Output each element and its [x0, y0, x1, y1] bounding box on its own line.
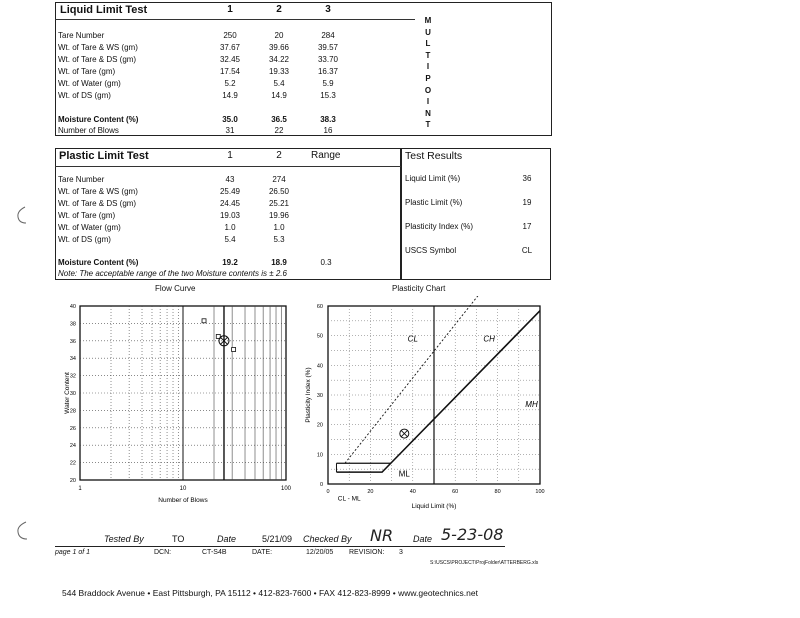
- multipoint-letter: T: [425, 50, 431, 60]
- liquid-limit-header-rule: [55, 19, 415, 20]
- pl-moisture-label: Moisture Content (%): [58, 258, 139, 267]
- ll-cell: 5.2: [224, 79, 236, 88]
- ll-row-label: Tare Number: [58, 31, 105, 40]
- test-results-title: Test Results: [405, 150, 463, 162]
- pl-row-label: Wt. of Tare & WS (gm): [58, 187, 138, 196]
- ll-col-1: 1: [227, 4, 233, 15]
- footer-address: 544 Braddock Avenue • East Pittsburgh, PA 15112 • 412-823-7600 • FAX 412-823-8999 • www.geotechnics.net: [62, 588, 478, 598]
- footer-dcn-label: DCN:: [154, 549, 172, 556]
- date-label: Date: [217, 534, 237, 544]
- pl-cell: 26.50: [268, 187, 290, 196]
- y-tick-label: 22: [69, 460, 76, 467]
- ll-row-label: Wt. of Tare (gm): [58, 67, 116, 76]
- x-tick-label: 1: [78, 486, 82, 492]
- pl-cell: 19.96: [268, 211, 290, 220]
- zone-label: CH: [483, 334, 495, 344]
- pl-note: Note: The acceptable range of the two Moisture contents is ± 2.6: [58, 269, 287, 278]
- pl-cell: 5.3: [273, 235, 285, 244]
- footer-rev: 3: [399, 549, 403, 556]
- multipoint-letter: I: [426, 97, 430, 107]
- data-point: [232, 348, 236, 352]
- plastic-limit-title: Plastic Limit Test: [59, 150, 149, 162]
- checked-by-signature: NR: [370, 526, 394, 545]
- result-label: Plastic Limit (%): [405, 198, 463, 207]
- ll-cell: 14.9: [222, 91, 238, 100]
- ll-cell: 32.45: [219, 55, 241, 64]
- footer-page: page 1 of 1: [55, 549, 91, 556]
- flow-curve-title: Flow Curve: [155, 284, 196, 293]
- multipoint-letter: L: [425, 39, 431, 49]
- y-tick-label: 20: [316, 422, 323, 429]
- tested-by-value: TO: [172, 534, 185, 544]
- y-axis-label: Plasticity Index (%): [305, 367, 312, 423]
- date-value: 5/21/09: [262, 534, 293, 544]
- ll-cell: 16.37: [317, 67, 339, 76]
- y-tick-label: 28: [69, 408, 76, 415]
- result-value: 19: [522, 198, 532, 207]
- x-tick-label: 10: [179, 486, 187, 492]
- flow-curve-chart: [60, 296, 300, 508]
- test-results-section: [401, 148, 551, 280]
- y-tick-label: 20: [69, 478, 76, 484]
- pl-moisture-2: 18.9: [271, 258, 287, 267]
- ll-row-label: Wt. of Tare & WS (gm): [58, 43, 138, 52]
- ll-cell: 14.9: [271, 91, 287, 100]
- date2-label: Date: [413, 534, 433, 544]
- pl-row-label: Wt. of Tare (gm): [58, 211, 116, 220]
- pl-cell: 19.03: [219, 211, 241, 220]
- ll-cell: 34.22: [268, 55, 290, 64]
- multipoint-letter: I: [426, 62, 430, 72]
- ll-blows-2: 22: [274, 126, 284, 135]
- result-value: 17: [522, 222, 532, 231]
- footer-dcn: CT-S4B: [202, 549, 227, 556]
- result-value: CL: [521, 246, 533, 255]
- x-tick-label: 60: [452, 489, 459, 495]
- y-tick-label: 38: [69, 321, 76, 328]
- x-axis-label: Liquid Limit (%): [411, 503, 457, 510]
- x-tick-label: 0: [326, 489, 330, 495]
- pl-cell: 25.49: [219, 187, 241, 196]
- ll-cell: 20: [274, 31, 284, 40]
- multipoint-letter: T: [425, 120, 431, 130]
- ll-cell: 15.3: [320, 91, 336, 100]
- checked-by-label: Checked By: [303, 534, 352, 544]
- ll-row-label: Wt. of Tare & DS (gm): [58, 55, 137, 64]
- y-tick-label: 40: [316, 363, 323, 370]
- x-tick-label: 40: [409, 489, 416, 495]
- y-axis-label: Water Content: [64, 372, 71, 414]
- multipoint-letter: M: [424, 16, 432, 25]
- ll-col-2: 2: [276, 4, 282, 15]
- ll-moisture-label: Moisture Content (%): [58, 115, 139, 124]
- zone-label: MH: [525, 399, 538, 409]
- pl-row-label: Wt. of Water (gm): [58, 223, 121, 232]
- pl-cell: 5.4: [224, 235, 236, 244]
- pl-col-1: 1: [227, 150, 233, 161]
- y-tick-label: 60: [316, 304, 323, 310]
- y-tick-label: 26: [69, 425, 76, 432]
- x-tick-label: 80: [494, 489, 501, 495]
- pl-row-label: Wt. of DS (gm): [58, 235, 111, 244]
- pl-cell: 1.0: [273, 223, 285, 232]
- ll-cell: 17.54: [219, 67, 241, 76]
- x-tick-label: 20: [367, 489, 374, 495]
- result-label: Liquid Limit (%): [405, 174, 461, 183]
- ll-cell: 284: [321, 31, 335, 40]
- signoff-rule: [55, 546, 505, 547]
- pl-cell: 24.45: [219, 199, 241, 208]
- footer-file-path: S:\USCS\PROJECT\ProjFolder\ATTERBERG.xls: [430, 560, 539, 566]
- ll-cell: 33.70: [317, 55, 339, 64]
- y-tick-label: 34: [69, 356, 76, 363]
- footer-date: 12/20/05: [306, 549, 334, 556]
- y-tick-label: 40: [69, 304, 76, 310]
- result-label: USCS Symbol: [405, 246, 457, 255]
- zone-label: CL: [407, 334, 418, 344]
- ll-row-label: Wt. of DS (gm): [58, 91, 111, 100]
- ll-moisture-1: 35.0: [222, 115, 238, 124]
- ll-blows-1: 31: [225, 126, 235, 135]
- ll-cell: 5.4: [273, 79, 285, 88]
- pl-row-label: Wt. of Tare & DS (gm): [58, 199, 137, 208]
- zone-label: ML: [398, 469, 410, 479]
- plasticity-chart: [296, 296, 556, 512]
- a-line: [336, 311, 540, 472]
- margin-mark-top: [14, 205, 28, 225]
- zone-label: CL - ML: [337, 495, 361, 503]
- ll-blows-3: 16: [323, 126, 333, 135]
- pl-col-2: 2: [276, 150, 282, 161]
- y-tick-label: 32: [69, 373, 76, 380]
- margin-mark-bottom: [14, 520, 30, 542]
- pl-cell: 43: [225, 175, 235, 184]
- y-tick-label: 50: [316, 333, 323, 340]
- multipoint-letter: O: [424, 85, 432, 95]
- result-value: 36: [522, 174, 532, 183]
- pl-cell: 274: [272, 175, 286, 184]
- result-label: Plasticity Index (%): [405, 222, 474, 231]
- x-tick-label: 100: [280, 486, 292, 492]
- ll-cell: 19.33: [268, 67, 290, 76]
- ll-cell: 37.67: [219, 43, 241, 52]
- ll-blows-label: Number of Blows: [58, 126, 119, 135]
- ll-row-label: Wt. of Water (gm): [58, 79, 121, 88]
- y-tick-label: 30: [316, 393, 323, 399]
- y-tick-label: 24: [69, 443, 76, 450]
- multipoint-letter: U: [425, 27, 431, 37]
- pl-range: 0.3: [320, 258, 332, 267]
- footer-rev-label: REVISION:: [349, 549, 385, 556]
- ll-cell: 5.9: [322, 79, 334, 88]
- liquid-limit-title: Liquid Limit Test: [60, 4, 148, 16]
- y-tick-label: 36: [69, 338, 76, 345]
- pl-cell: 1.0: [224, 223, 236, 232]
- y-tick-label: 10: [316, 452, 323, 459]
- ll-moisture-3: 38.3: [320, 115, 336, 124]
- pl-cell: 25.21: [268, 199, 290, 208]
- multipoint-letter: N: [425, 108, 431, 118]
- pl-col-range: Range: [311, 150, 341, 161]
- pl-moisture-1: 19.2: [222, 258, 238, 267]
- plasticity-chart-title: Plasticity Chart: [392, 284, 446, 293]
- ll-cell: 250: [223, 31, 237, 40]
- ll-cell: 39.57: [317, 43, 339, 52]
- data-point: [202, 319, 206, 323]
- footer-date-label: DATE:: [252, 549, 273, 556]
- y-tick-label: 0: [319, 482, 323, 488]
- plastic-limit-header-rule: [55, 166, 401, 167]
- pl-row-label: Tare Number: [58, 175, 105, 184]
- x-tick-label: 100: [535, 489, 545, 495]
- ll-moisture-2: 36.5: [271, 115, 287, 124]
- u-line: [345, 296, 493, 463]
- ll-col-3: 3: [325, 4, 331, 15]
- y-tick-label: 30: [69, 391, 76, 397]
- ll-cell: 39.66: [268, 43, 290, 52]
- tested-by-label: Tested By: [104, 534, 144, 544]
- multipoint-letter: P: [425, 74, 431, 83]
- date2-handwritten: 5-23-08: [441, 525, 504, 544]
- x-axis-label: Number of Blows: [158, 497, 208, 504]
